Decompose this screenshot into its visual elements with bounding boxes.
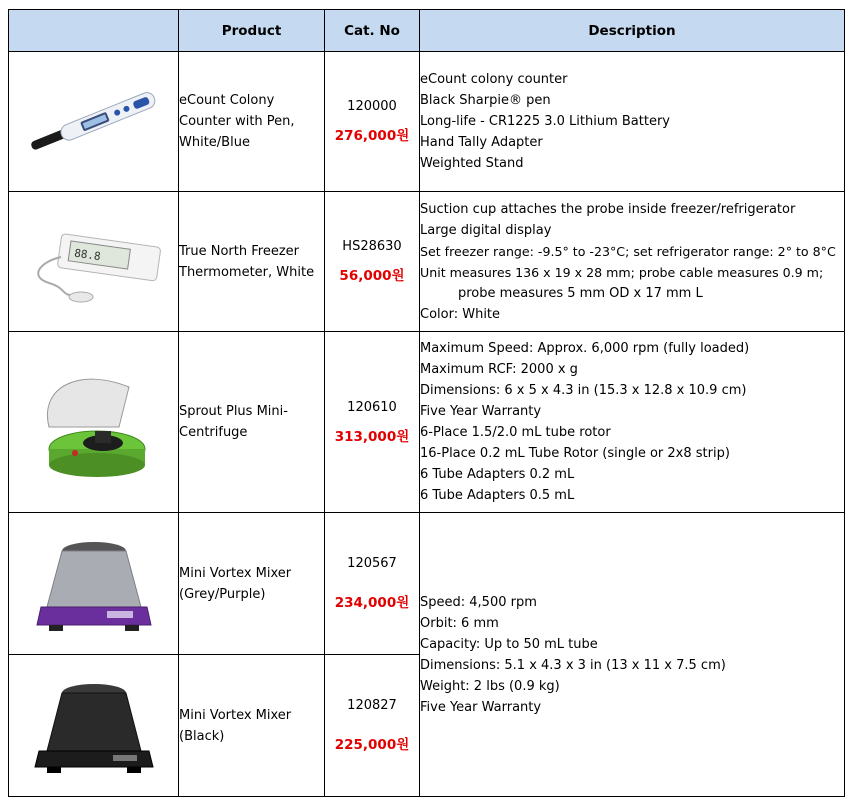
catalog-number: HS28630 bbox=[342, 239, 402, 254]
product-name: Sprout Plus Mini-Centrifuge bbox=[179, 332, 325, 513]
description-line: probe measures 5 mm OD x 17 mm L bbox=[458, 285, 703, 301]
product-name: Mini Vortex Mixer (Grey/Purple) bbox=[179, 513, 325, 655]
catalog-number: 120567 bbox=[347, 556, 397, 571]
description-line: Speed: 4,500 rpm bbox=[420, 594, 537, 610]
product-image-cell bbox=[9, 192, 179, 332]
description-cell bbox=[420, 52, 845, 192]
header-catno: Cat. No bbox=[325, 10, 420, 52]
colony-counter-pen-icon bbox=[19, 87, 169, 157]
description-line: Orbit: 6 mm bbox=[420, 615, 499, 631]
price: 276,000원 bbox=[334, 128, 410, 144]
description-line: Weighted Stand bbox=[420, 156, 524, 171]
catno-cell bbox=[325, 52, 420, 192]
description-line: Dimensions: 5.1 x 4.3 x 3 in (13 x 11 x 7.5 cm) bbox=[420, 657, 726, 673]
vortex-mixer-purple-icon bbox=[19, 529, 169, 639]
description-cell bbox=[420, 513, 845, 797]
product-name: eCount Colony Counter with Pen, White/Blue bbox=[179, 52, 325, 192]
description-line: 16-Place 0.2 mL Tube Rotor (single or 2x8 strip) bbox=[420, 446, 730, 461]
table-row bbox=[9, 192, 845, 332]
description-line: Weight: 2 lbs (0.9 kg) bbox=[420, 678, 560, 694]
catalog-number: 120827 bbox=[347, 698, 397, 713]
price: 313,000원 bbox=[334, 428, 410, 445]
description-line: Color: White bbox=[420, 306, 501, 322]
description-line: Long-life - CR1225 3.0 Lithium Battery bbox=[420, 114, 670, 129]
vortex-mixer-black-icon bbox=[19, 671, 169, 781]
product-image-cell bbox=[9, 655, 179, 797]
description-line: eCount colony counter bbox=[420, 72, 568, 87]
price: 225,000원 bbox=[334, 737, 410, 753]
catno-cell bbox=[325, 513, 420, 655]
product-image-cell bbox=[9, 513, 179, 655]
description-line: Capacity: Up to 50 mL tube bbox=[420, 636, 598, 652]
description-line: 6-Place 1.5/2.0 mL tube rotor bbox=[420, 425, 611, 440]
description-line: Black Sharpie® pen bbox=[420, 93, 551, 108]
description-line: Hand Tally Adapter bbox=[420, 135, 543, 150]
table-row bbox=[9, 513, 845, 655]
catno-cell bbox=[325, 655, 420, 797]
header-product: Product bbox=[179, 10, 325, 52]
product-name: Mini Vortex Mixer (Black) bbox=[179, 655, 325, 797]
price: 56,000원 bbox=[339, 268, 405, 284]
description-line: 6 Tube Adapters 0.2 mL bbox=[420, 467, 575, 482]
description-line: 6 Tube Adapters 0.5 mL bbox=[420, 488, 575, 503]
product-image-cell bbox=[9, 52, 179, 192]
header-image bbox=[9, 10, 179, 52]
svg-text:88.8: 88.8 bbox=[72, 246, 101, 263]
description-line: Five Year Warranty bbox=[420, 404, 542, 419]
header-description: Description bbox=[420, 10, 845, 52]
description-line: Maximum Speed: Approx. 6,000 rpm (fully loaded) bbox=[420, 341, 750, 356]
description-line: Five Year Warranty bbox=[420, 699, 542, 715]
description-line: Maximum RCF: 2000 x g bbox=[420, 362, 578, 377]
price: 234,000원 bbox=[334, 595, 410, 611]
catalog-number: 120000 bbox=[347, 99, 397, 114]
description-cell bbox=[420, 192, 845, 332]
product-name: True North Freezer Thermometer, White bbox=[179, 192, 325, 332]
description-cell bbox=[420, 332, 845, 513]
product-image-cell bbox=[9, 332, 179, 513]
description-line: Dimensions: 6 x 5 x 4.3 in (15.3 x 12.8 x 10.9 cm) bbox=[420, 383, 747, 398]
header-row bbox=[9, 10, 845, 52]
table-row bbox=[9, 52, 845, 192]
catalog-number: 120610 bbox=[347, 399, 397, 415]
catno-cell bbox=[325, 332, 420, 513]
description-line: Suction cup attaches the probe inside freezer/refrigerator bbox=[420, 201, 796, 217]
mini-centrifuge-icon bbox=[19, 357, 169, 487]
description-line: Unit measures 136 x 19 x 28 mm; probe cable measures 0.9 m; bbox=[420, 264, 824, 280]
description-line: Set freezer range: -9.5° to -23°C; set refrigerator range: 2° to 8°C bbox=[420, 243, 836, 259]
freezer-thermometer-icon bbox=[19, 217, 169, 307]
description-line: Large digital display bbox=[420, 222, 552, 238]
catno-cell bbox=[325, 192, 420, 332]
product-table bbox=[8, 9, 845, 797]
table-row bbox=[9, 332, 845, 513]
